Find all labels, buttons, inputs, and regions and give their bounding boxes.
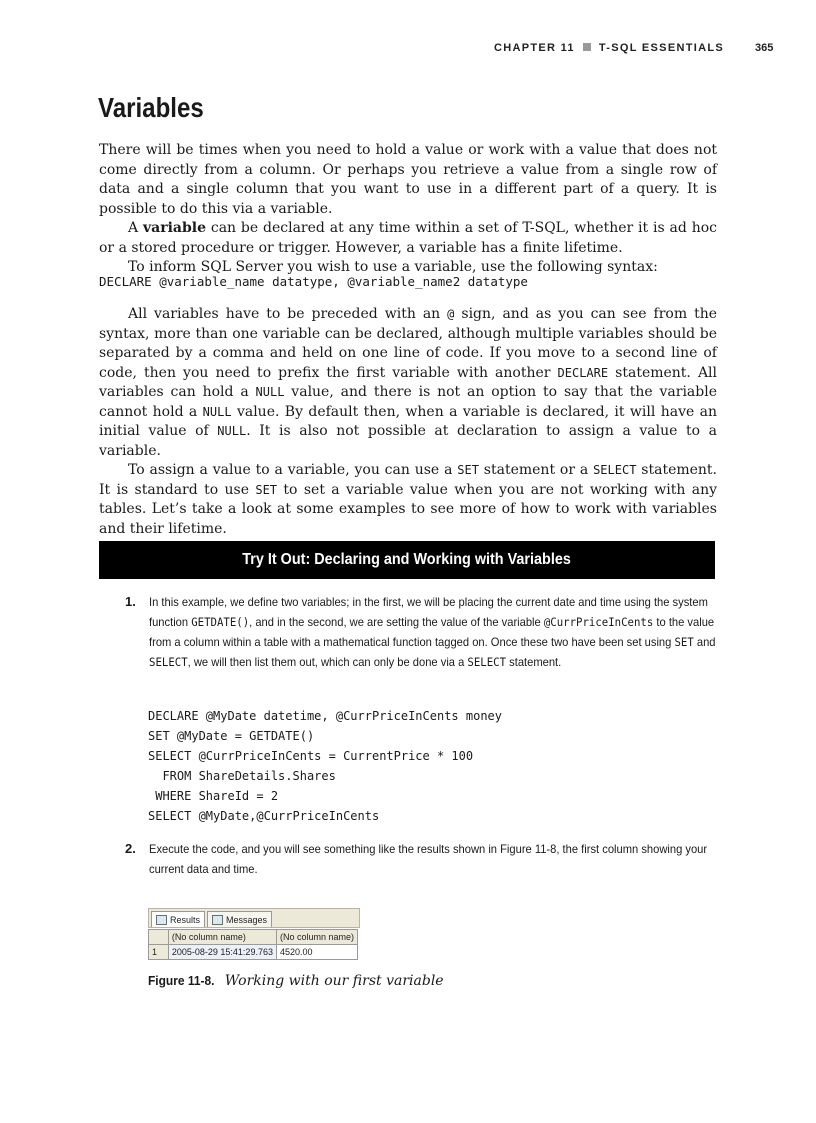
- para5-t3: statement. It is standard to use: [99, 462, 718, 498]
- separator-square-icon: [583, 43, 591, 51]
- step1-t1: In this example, we define two variables; in the first, we will be placing the current date and time using the system function: [149, 595, 708, 629]
- term-variable: variable: [142, 220, 206, 236]
- section-title: Variables: [98, 92, 204, 123]
- tab-messages[interactable]: [207, 911, 272, 927]
- results-header-row: [149, 930, 358, 945]
- cell-date[interactable]: 2005-08-29 15:41:29.763: [168, 945, 276, 960]
- code-getdate: GETDATE(): [191, 615, 250, 629]
- step1-t4: and: [693, 635, 716, 649]
- code-at-sign: @: [447, 307, 455, 321]
- paragraph-5: [99, 461, 717, 539]
- step1-t3: to the value from a column within a table with a mathematical function tagged on. Once these two have been set using: [149, 615, 715, 649]
- explanation-text: [99, 305, 717, 539]
- syntax-line: DECLARE @variable_name datatype, @variable_name2 datatype: [99, 274, 528, 289]
- paragraph-3: To inform SQL Server you wish to use a variable, use the following syntax:: [128, 259, 658, 275]
- para4-t1: All variables have to be preceded with an: [128, 306, 448, 322]
- code-null-2: NULL: [202, 404, 232, 419]
- figure-label: Figure 11-8.: [148, 973, 215, 988]
- step1-t2: , and in the second, we are setting the value of the variable: [249, 615, 544, 629]
- figure-description: Working with our first variable: [224, 973, 444, 989]
- code-select-3: SELECT: [467, 655, 507, 669]
- code-set-3: SET: [674, 635, 694, 649]
- code-declare: DECLARE: [557, 365, 609, 380]
- step-1: [125, 592, 716, 672]
- try-it-out-title: Try It Out: Declaring and Working with Variables: [242, 551, 572, 568]
- column-header-1[interactable]: (No column name): [168, 930, 276, 945]
- running-head: [494, 42, 724, 54]
- step1-t6: statement.: [506, 655, 562, 669]
- para4-t3: statement. All variables can hold a: [99, 364, 718, 400]
- step-1-text: [149, 592, 716, 672]
- table-row: [149, 945, 358, 960]
- para5-t4: to set a variable value when you are not working with any tables. Let’s take a look at some examples to see more of how to work with variables and their lifetime.: [99, 481, 718, 537]
- step-2: [125, 839, 708, 879]
- code-set-2: SET: [255, 482, 278, 497]
- para2-prefix: A: [128, 220, 143, 236]
- results-tab-strip: [148, 908, 360, 928]
- figure-caption: [148, 973, 444, 989]
- try-it-out-banner: [99, 541, 715, 579]
- chapter-label: CHAPTER 11: [494, 42, 575, 54]
- para5-t1: To assign a value to a variable, you can use a: [128, 462, 458, 478]
- paragraph-4: [99, 305, 717, 461]
- intro-text: [99, 141, 717, 278]
- para2-suffix: can be declared at any time within a set of T-SQL, whether it is ad hoc or a stored procedure or trigger. However, a variable has a finite lifetime.: [99, 220, 717, 256]
- cell-price[interactable]: 4520.00: [276, 945, 357, 960]
- corner-cell: [149, 930, 169, 945]
- code-null-1: NULL: [255, 385, 285, 399]
- messages-icon: [212, 915, 223, 925]
- tab-messages-label: Messages: [226, 914, 268, 925]
- chapter-topic: T-SQL ESSENTIALS: [598, 42, 724, 54]
- results-grid: [148, 929, 358, 960]
- paragraph-1: There will be times when you need to hold a value or work with a value that does not come directly from a column. Or perhaps you retrieve a value from a single row of data and a single column that you want to use in a different part of a query. It is possible to do this via a variable.: [99, 142, 717, 217]
- code-set-1: SET: [457, 463, 479, 477]
- row-number[interactable]: 1: [149, 945, 169, 960]
- grid-icon: [156, 915, 167, 925]
- code-null-3: NULL: [217, 424, 247, 438]
- results-screenshot: [148, 908, 360, 960]
- paragraph-2: [99, 219, 717, 258]
- sql-code-block: DECLARE @MyDate datetime, @CurrPriceInCents money SET @MyDate = GETDATE() SELECT @CurrPriceInCents = CurrentPrice * 100 FROM ShareDetails.Shares WHERE ShareId = 2 SELECT @MyDate,@CurrPriceInCents: [148, 709, 503, 823]
- code-select: SELECT: [593, 463, 637, 477]
- code-currpriceincents: @CurrPriceInCents: [543, 615, 654, 629]
- code-select-2: SELECT: [149, 655, 188, 669]
- column-header-2[interactable]: (No column name): [276, 930, 357, 945]
- step1-t5: , we will then list them out, which can only be done via a: [187, 655, 468, 669]
- step-2-text: Execute the code, and you will see something like the results shown in Figure 11-8, the first column showing your current data and time.: [149, 842, 708, 876]
- tab-results[interactable]: [151, 911, 205, 927]
- para4-t4: value, and there is not an option to say that the variable cannot hold a: [99, 384, 717, 420]
- page-number: 365: [755, 42, 774, 54]
- para4-t5: value. By default then, when a variable is declared, it will have an initial value of: [99, 403, 718, 439]
- tab-results-label: Results: [170, 914, 201, 925]
- para4-t2: sign, and as you can see from the syntax, more than one variable can be declared, although multiple variables should be separated by a comma and held on one line of code. If you move to a second line of code, then you need to prefix the first variable with another: [99, 306, 717, 381]
- para4-t6: . It is also not possible at declaration to assign a value to a variable.: [99, 423, 717, 459]
- para5-t2: statement or a: [478, 462, 594, 478]
- step-1-number: 1.: [125, 594, 136, 609]
- step-2-number: 2.: [125, 841, 136, 856]
